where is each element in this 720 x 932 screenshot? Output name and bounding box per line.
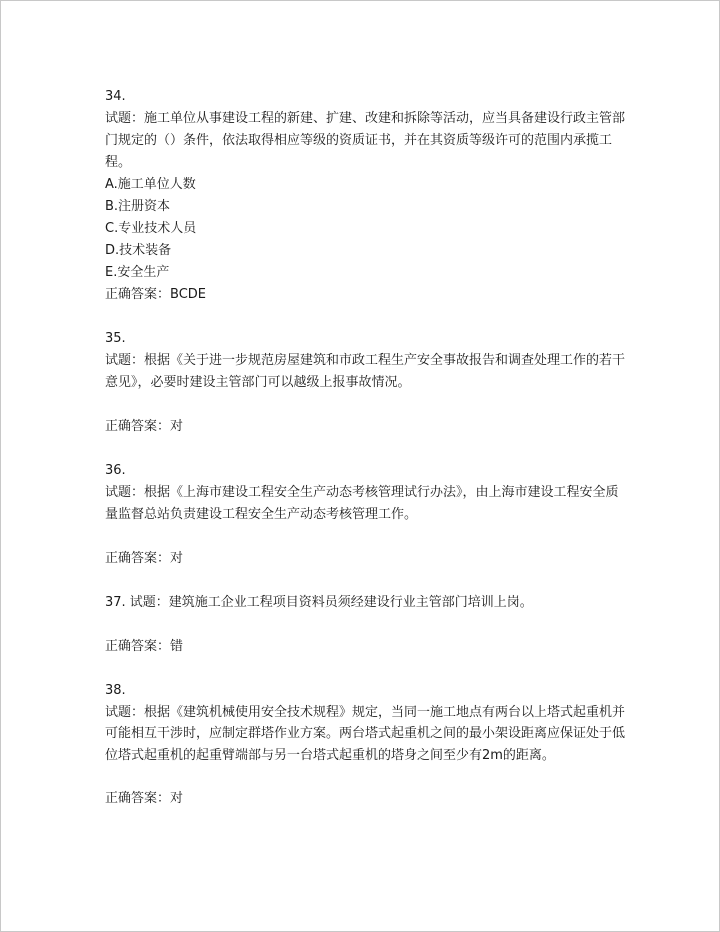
question-text: 试题：根据《关于进一步规范房屋建筑和市政工程生产安全事故报告和调查处理工作的若干意见》，必要时建设主管部门可以越级上报事故情况。	[105, 353, 626, 390]
option-c: C.专业技术人员	[105, 221, 197, 236]
answer: 正确答案：对	[105, 419, 184, 434]
question-list	[105, 86, 625, 810]
question-36	[105, 460, 625, 570]
answer: 正确答案：错	[105, 639, 184, 654]
question-number: 38.	[105, 683, 126, 698]
question-text: 37. 试题：建筑施工企业工程项目资料员须经建设行业主管部门培训上岗。	[105, 595, 533, 610]
question-number: 35.	[105, 331, 126, 346]
option-e: E.安全生产	[105, 265, 170, 280]
question-34	[105, 86, 625, 306]
answer: 正确答案：对	[105, 551, 184, 566]
question-37	[105, 592, 625, 658]
question-text: 试题：根据《上海市建设工程安全生产动态考核管理试行办法》，由上海市建设工程安全质量监督总站负责建设工程安全生产动态考核管理工作。	[105, 485, 619, 522]
option-a: A.施工单位人数	[105, 177, 196, 192]
option-d: D.技术装备	[105, 243, 172, 258]
question-number: 34.	[105, 89, 126, 104]
answer: 正确答案：对	[105, 790, 184, 806]
option-b: B.注册资本	[105, 199, 171, 214]
answer: 正确答案：BCDE	[105, 287, 206, 302]
question-38	[105, 680, 625, 810]
question-35	[105, 328, 625, 438]
question-text: 试题：根据《建筑机械使用安全技术规程》规定，当同一施工地点有两台以上塔式起重机并可能相互干涉时，应制定群塔作业方案。两台塔式起重机之间的最小架设距离应保证处于低位塔式起重机的起重臂端部与另一台塔式起重机的塔身之间至少有2m的距离。	[105, 705, 626, 763]
question-text: 试题：施工单位从事建设工程的新建、扩建、改建和拆除等活动，应当具备建设行政主管部门规定的（）条件，依法取得相应等级的资质证书，并在其资质等级许可的范围内承揽工程。	[105, 111, 626, 170]
question-number: 36.	[105, 463, 126, 478]
